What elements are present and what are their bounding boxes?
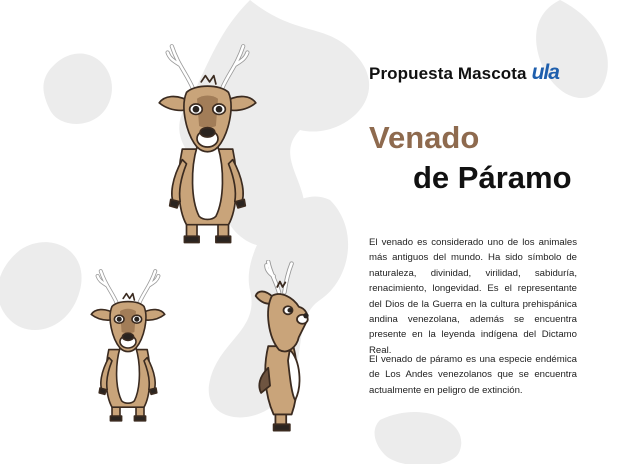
deer-front-small-figure xyxy=(88,262,168,434)
deer-front-large-figure xyxy=(155,36,260,258)
deer-side-figure xyxy=(252,260,324,436)
header xyxy=(369,62,559,84)
ula-logo: ula xyxy=(531,61,559,84)
title-line-2: de Páramo xyxy=(413,160,572,195)
description-paragraph-1: El venado es considerado uno de los animales más antiguos del mundo. Ha sido símbolo de naturaleza, divinidad, virilidad, sabiduría, renacimiento, longevidad. Es el representante del Dios de la Guerra en la cultura prehispánica andina venezolana, además se encuentra presente en la leyenda indígena del Dictamo Real. xyxy=(369,237,577,356)
title-line-1: Venado xyxy=(369,120,480,155)
description-paragraph-2: El venado de páramo es una especie endémica de Los Andes venezolanos que se encuentra actualmente en peligro de extinción. xyxy=(369,354,577,396)
header-label: Propuesta Mascota xyxy=(369,64,527,83)
